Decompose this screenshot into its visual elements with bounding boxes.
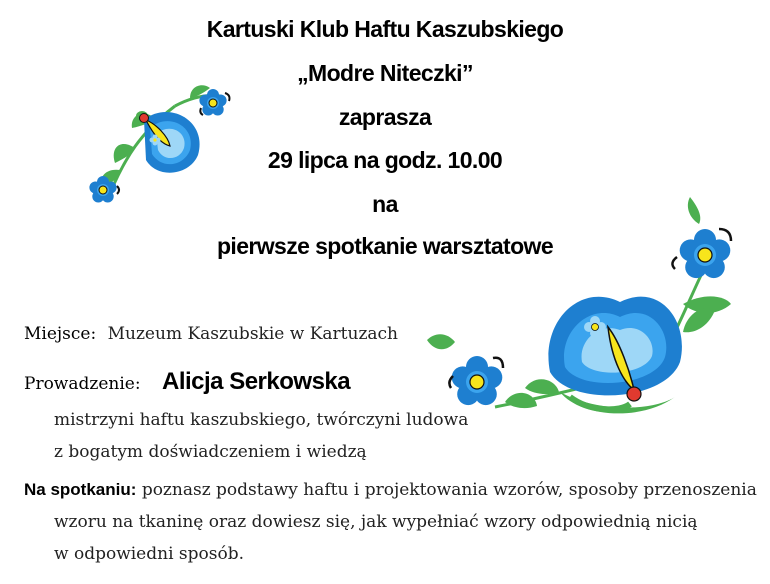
meeting-line-1: poznasz podstawy haftu i projektowania wzorów, sposoby przenoszenia	[141, 480, 757, 500]
title-group-name: „Modre Niteczki”	[297, 60, 473, 86]
host-name: Alicja Serkowska	[162, 368, 351, 395]
title-event: pierwsze spotkanie warsztatowe	[216, 233, 554, 259]
place-row	[24, 324, 398, 344]
meeting-row-1	[24, 480, 757, 500]
meeting-label: Na spotkaniu:	[24, 480, 137, 499]
title-invites: zaprasza	[338, 104, 432, 130]
host-description-2: z bogatym doświadczeniem i wiedzą	[54, 442, 367, 462]
host-description-1: mistrzyni haftu kaszubskiego, twórczyni ludowa	[54, 410, 469, 430]
title-na: na	[372, 191, 398, 217]
kashubian-flower-top-left-icon	[80, 78, 250, 238]
title-date: 29 lipca na godz. 10.00	[267, 147, 503, 173]
place-label: Miejsce:	[24, 324, 97, 344]
title-club-name: Kartuski Klub Haftu Kaszubskiego	[206, 16, 564, 42]
kashubian-flower-right-icon	[425, 192, 755, 442]
host-label: Prowadzenie:	[24, 374, 141, 394]
place-value: Muzeum Kaszubskie w Kartuzach	[107, 324, 399, 344]
meeting-line-3: w odpowiedni sposób.	[54, 544, 244, 564]
meeting-line-2: wzoru na tkaninę oraz dowiesz się, jak wypełniać wzory odpowiednią nicią	[54, 512, 698, 532]
